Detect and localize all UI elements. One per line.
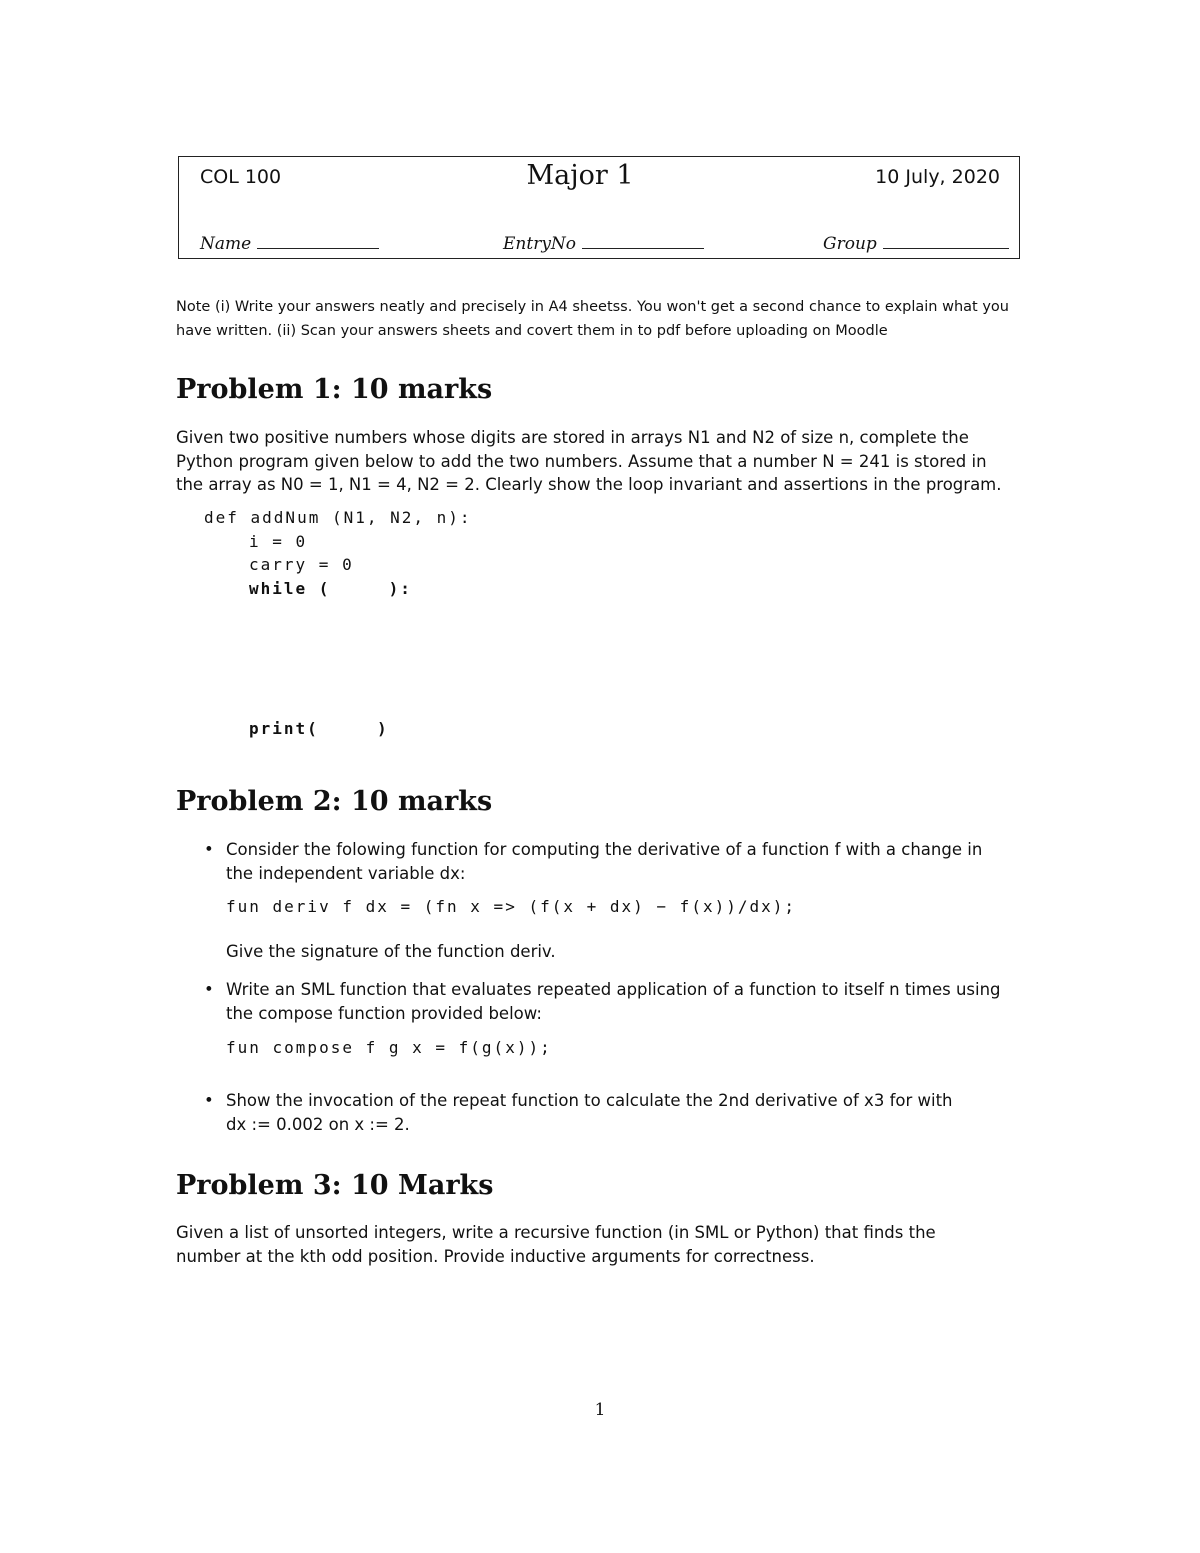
problem-1-heading: Problem 1: 10 marks bbox=[176, 374, 493, 405]
name-label: Name bbox=[200, 234, 252, 254]
code-line-carry: carry = 0 bbox=[249, 555, 354, 574]
p2-bullet-2-text bbox=[226, 978, 1024, 1025]
bullet-2: • bbox=[204, 980, 214, 999]
p2-b3-line-2: dx := 0.002 on x := 2. bbox=[226, 1114, 410, 1134]
p1-line-3: the array as N0 = 1, N1 = 4, N2 = 2. Clearly show the loop invariant and assertions in the program. bbox=[176, 475, 1002, 494]
entry-label: EntryNo bbox=[503, 234, 577, 254]
p2-b2-line-1: Write an SML function that evaluates repeated application of a function to itself n times using bbox=[226, 980, 1001, 999]
p1-line-1: Given two positive numbers whose digits are stored in arrays N1 and N2 of size n, complete the bbox=[176, 428, 969, 447]
problem-2-heading: Problem 2: 10 marks bbox=[176, 786, 493, 817]
code-line-def: def addNum (N1, N2, n): bbox=[204, 508, 472, 527]
deriv-code: fun deriv f dx = (fn x => (f(x + dx) − f(x))/dx); bbox=[226, 897, 797, 916]
group-blank bbox=[883, 248, 1009, 249]
name-blank bbox=[257, 248, 379, 249]
p2-b1-line-2: the independent variable dx: bbox=[226, 863, 466, 883]
problem-3-text bbox=[176, 1221, 1024, 1268]
group-field bbox=[823, 234, 1009, 254]
p2-b1-line-1: Consider the folowing function for computing the derivative of a function f with a change in bbox=[226, 840, 983, 859]
compose-code: fun compose f g x = f(g(x)); bbox=[226, 1038, 552, 1057]
problem-3-heading: Problem 3: 10 Marks bbox=[176, 1170, 494, 1201]
code-line-i: i = 0 bbox=[249, 532, 308, 551]
note-text: (i) Write your answers neatly and precisely in A4 sheetss. You won't get a second chance to explain what you have written. (ii) Scan your answers sheets and covert them in to pdf before uploading on Moodle bbox=[176, 299, 1009, 339]
exam-title: Major 1 bbox=[526, 160, 634, 191]
p2-bullet-1-text bbox=[226, 838, 1024, 885]
p2-b3-line-1: Show the invocation of the repeat function to calculate the 2nd derivative of x3 for with bbox=[226, 1091, 953, 1110]
bullet-3: • bbox=[204, 1091, 214, 1110]
course-code: COL 100 bbox=[200, 166, 282, 188]
instructions-note bbox=[176, 296, 1024, 343]
group-label: Group bbox=[823, 234, 877, 254]
p2-b1-question: Give the signature of the function deriv. bbox=[226, 942, 556, 961]
p3-line-1: Given a list of unsorted integers, write a recursive function (in SML or Python) that finds the bbox=[176, 1223, 936, 1242]
note-label: Note bbox=[176, 299, 211, 315]
entry-field bbox=[503, 234, 704, 254]
p1-line-2: Python program given below to add the two numbers. Assume that a number N = 241 is stored in bbox=[176, 451, 987, 471]
exam-date: 10 July, 2020 bbox=[875, 166, 1000, 188]
p3-line-2: number at the kth odd position. Provide inductive arguments for correctness. bbox=[176, 1246, 815, 1266]
page-number: 1 bbox=[594, 1400, 606, 1420]
entry-blank bbox=[582, 248, 704, 249]
p2-b2-line-2: the compose function provided below: bbox=[226, 1003, 542, 1023]
name-field bbox=[200, 234, 379, 254]
bullet-1: • bbox=[204, 840, 214, 859]
code-line-print: print( ) bbox=[249, 719, 389, 738]
code-line-while: while ( ): bbox=[249, 579, 412, 598]
problem-1-text bbox=[176, 426, 1024, 497]
p2-bullet-3-text bbox=[226, 1089, 1024, 1136]
